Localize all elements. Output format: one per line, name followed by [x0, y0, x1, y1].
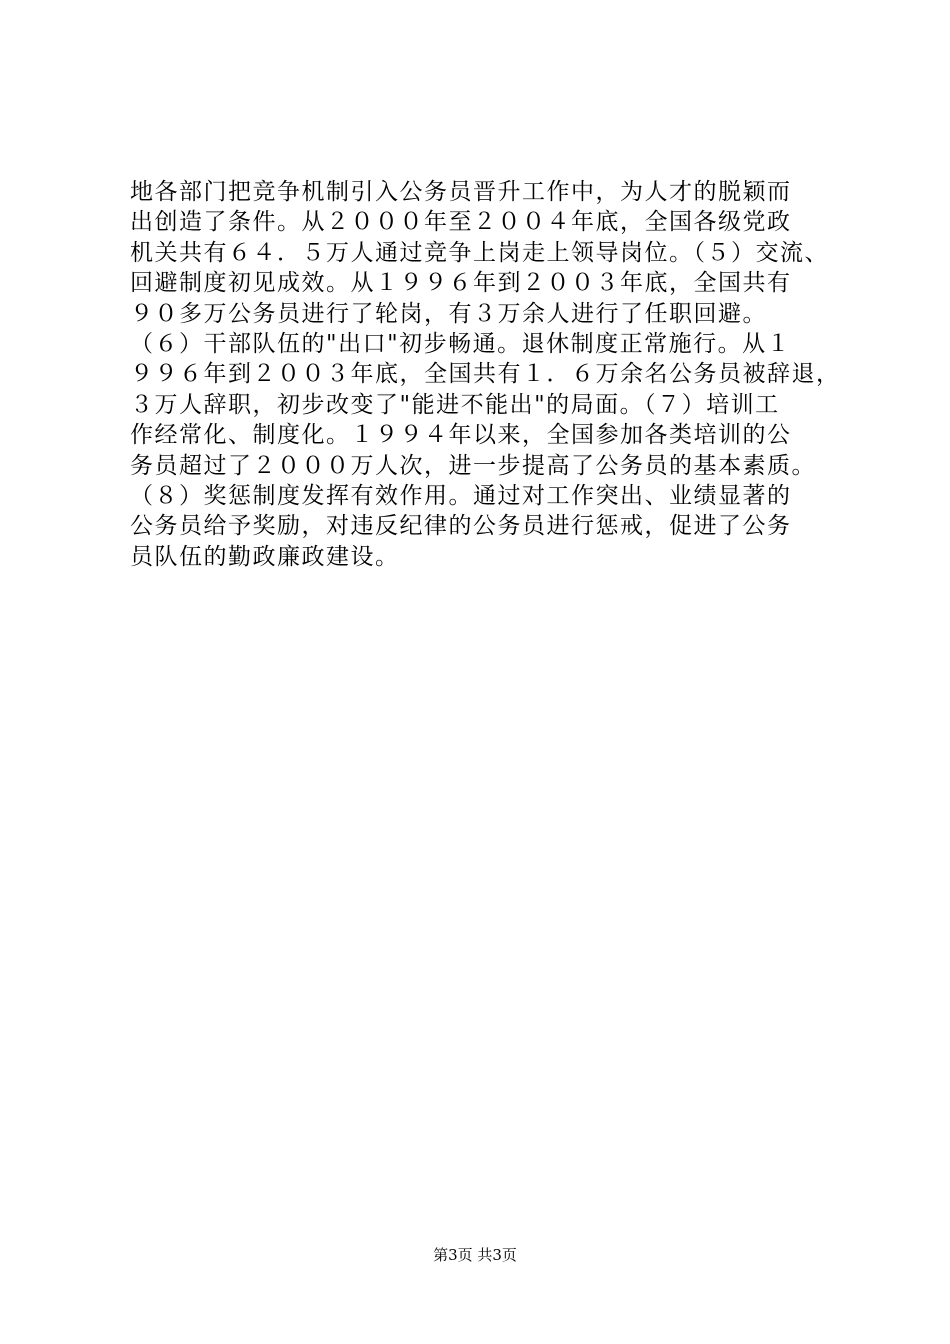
text-line: （６）干部队伍的"出口"初步畅通。退休制度正常施行。从１ [130, 330, 792, 357]
text-line: 务员超过了２０００万人次，进一步提高了公务员的基本素质。 [130, 452, 816, 479]
text-line: ９０多万公务员进行了轮岗，有３万余人进行了任职回避。 [130, 300, 767, 327]
text-line: 地各部门把竞争机制引入公务员晋升工作中，为人才的脱颖而 [130, 179, 792, 205]
text-line: 公务员给予奖励，对违反纪律的公务员进行惩戒，促进了公务 [130, 513, 792, 540]
text-line: 作经常化、制度化。１９９４年以来，全国参加各类培训的公 [130, 422, 792, 449]
text-line: 出创造了条件。从２０００年至２００４年底，全国各级党政 [130, 209, 792, 236]
text-line: ３万人辞职，初步改变了"能进不能出"的局面。（７）培训工 [130, 391, 780, 418]
text-line: （８）奖惩制度发挥有效作用。通过对工作突出、业绩显著的 [130, 482, 792, 509]
text-line: ９９６年到２００３年底，全国共有１．６万余名公务员被辞退， [130, 361, 841, 388]
text-line: 员队伍的勤政廉政建设。 [130, 543, 400, 570]
page-footer: 第3页 共3页 [433, 1246, 517, 1264]
text-line: 回避制度初见成效。从１９９６年到２００３年底，全国共有 [130, 270, 792, 297]
text-line: 机关共有６４．５万人通过竞争上岗走上领导岗位。（５）交流、 [130, 239, 829, 266]
body-paragraph [130, 177, 841, 572]
